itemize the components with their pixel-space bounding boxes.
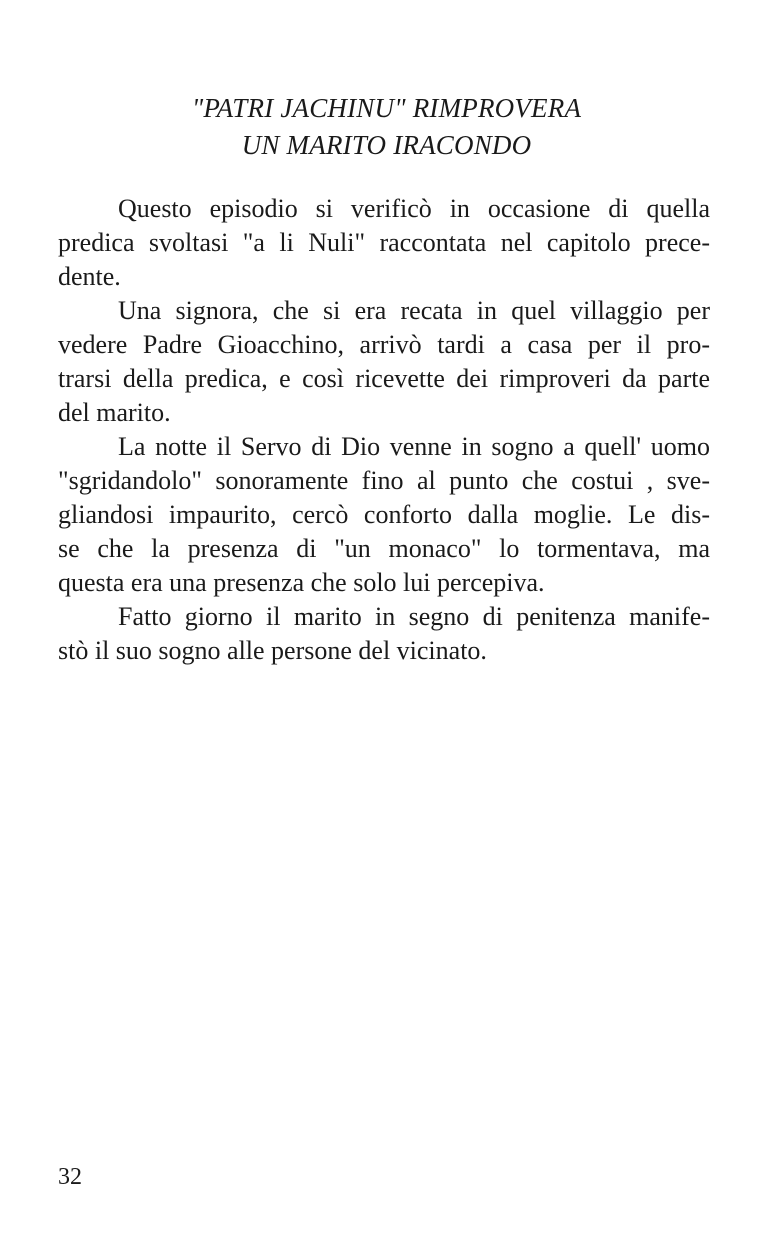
paragraph-4-line-2: stò il suo sogno alle persone del vicinato. xyxy=(58,636,487,665)
paragraph-3-line-2: "sgridandolo" sonoramente fino al punto che costui , sve- xyxy=(58,466,710,495)
paragraph-3-line-3: gliandosi impaurito, cercò conforto dalla moglie. Le dis- xyxy=(58,500,710,529)
paragraph-2-line-4: del marito. xyxy=(58,398,171,427)
paragraph-1-line-3: dente. xyxy=(58,262,121,291)
paragraph-3-line-4: se che la presenza di "un monaco" lo tormentava, ma xyxy=(58,534,710,563)
chapter-title xyxy=(60,90,713,164)
paragraph-3-line-5: questa era una presenza che solo lui percepiva. xyxy=(58,568,545,597)
paragraph-2-line-3: trarsi della predica, e così ricevette dei rimproveri da parte xyxy=(58,364,710,393)
paragraph-1-line-2: predica svoltasi "a li Nuli" raccontata nel capitolo prece- xyxy=(58,228,710,257)
paragraph-1-line-1: Questo episodio si verificò in occasione di quella xyxy=(118,194,710,223)
chapter-title-line-1: "PATRI JACHINU" RIMPROVERA xyxy=(191,93,582,123)
chapter-title-line-2: UN MARITO IRACONDO xyxy=(241,130,532,160)
page-number: 32 xyxy=(58,1164,82,1190)
paragraph-2-line-2: vedere Padre Gioacchino, arrivò tardi a casa per il pro- xyxy=(58,330,710,359)
paragraph-4-line-1: Fatto giorno il marito in segno di penitenza manife- xyxy=(118,602,710,631)
paragraph-3-line-1: La notte il Servo di Dio venne in sogno a quell' uomo xyxy=(118,432,710,461)
body-text xyxy=(58,192,710,668)
paragraph-2-line-1: Una signora, che si era recata in quel villaggio per xyxy=(118,296,710,325)
